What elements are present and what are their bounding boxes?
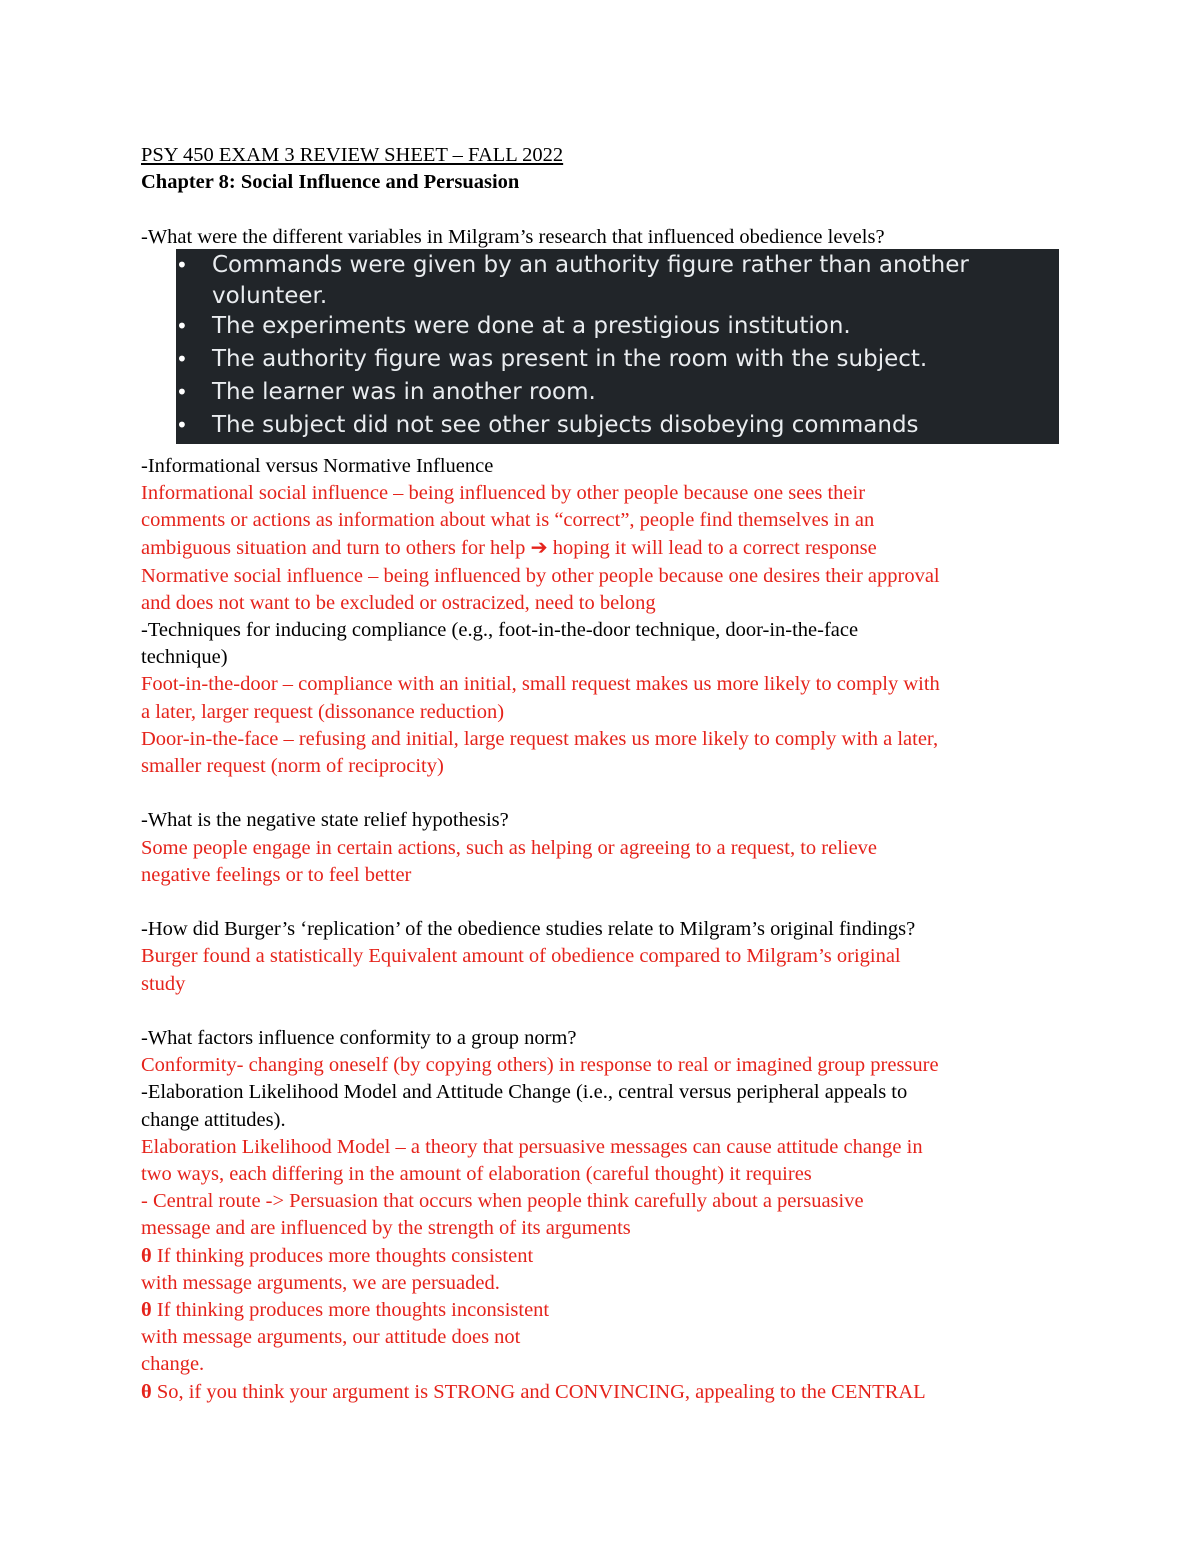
informational-definition-line: comments or actions as information about what is “correct”, people find themselves in an <box>141 509 875 532</box>
bullet-icon: • <box>176 379 188 404</box>
list-item <box>176 343 1059 376</box>
compliance-question: technique) <box>141 646 228 669</box>
bullet-text: Commands were given by an authority figure rather than another <box>212 251 969 278</box>
spacer <box>141 196 1066 223</box>
chapter-heading: Chapter 8: Social Influence and Persuasion <box>141 171 520 194</box>
text-segment: If thinking produces more thoughts consistent <box>151 1244 534 1267</box>
elm-question: change attitudes). <box>141 1108 286 1131</box>
elm-point <box>141 1297 1066 1324</box>
informational-definition-line: Informational social influence – being influenced by other people because one sees their <box>141 482 866 504</box>
negative-state-answer: negative feelings or to feel better <box>141 863 412 886</box>
compliance-question: -Techniques for inducing compliance (e.g., foot-in-the-door technique, door-in-the-face <box>141 619 859 642</box>
document-page <box>141 142 1066 1406</box>
door-in-the-face-answer: smaller request (norm of reciprocity) <box>141 755 444 778</box>
influence-question: -Informational versus Normative Influence <box>141 454 494 477</box>
normative-definition-line: and does not want to be excluded or ostracized, need to belong <box>141 591 656 614</box>
arrow-right-icon: ➔ <box>530 535 548 560</box>
text-segment: hoping it will lead to a correct response <box>547 537 877 560</box>
text-segment: ambiguous situation and turn to others for help <box>141 537 531 560</box>
list-item <box>176 409 1059 442</box>
milgram-answer-box <box>176 249 1059 444</box>
list-item <box>176 249 1059 282</box>
burger-answer: Burger found a statistically Equivalent amount of obedience compared to Milgram’s original <box>141 945 901 968</box>
foot-in-the-door-answer: a later, larger request (dissonance reduction) <box>141 700 505 723</box>
text-segment: So, if you think your argument is STRONG and CONVINCING, appealing to the CENTRAL <box>151 1380 926 1403</box>
foot-in-the-door-answer: Foot-in-the-door – compliance with an initial, small request makes us more likely to comply with <box>141 673 940 696</box>
text-segment: If thinking produces more thoughts inconsistent <box>151 1299 550 1322</box>
elm-question: -Elaboration Likelihood Model and Attitude Change (i.e., central versus peripheral appeals to <box>141 1081 908 1104</box>
elm-definition: two ways, each differing in the amount of elaboration (careful thought) it requires <box>141 1163 812 1186</box>
bullet-icon: • <box>176 412 188 437</box>
negative-state-answer: Some people engage in certain actions, such as helping or agreeing to a request, to relieve <box>141 836 878 859</box>
bullet-icon: • <box>176 313 188 338</box>
elm-point <box>141 1243 1066 1270</box>
theta-bullet-icon: θ <box>141 1380 152 1403</box>
list-item <box>176 310 1059 343</box>
elm-point-continued: with message arguments, our attitude does not <box>141 1326 521 1349</box>
negative-state-question: -What is the negative state relief hypothesis? <box>141 809 509 832</box>
bullet-icon: • <box>176 346 188 371</box>
bullet-text: The authority figure was present in the room with the subject. <box>212 345 928 372</box>
theta-bullet-icon: θ <box>141 1299 152 1322</box>
document-title: PSY 450 EXAM 3 REVIEW SHEET – FALL 2022 <box>141 144 564 166</box>
central-route-definition: message and are influenced by the strength of its arguments <box>141 1217 631 1240</box>
informational-definition-line <box>141 534 1066 562</box>
spacer <box>141 780 1066 807</box>
theta-bullet-icon: θ <box>141 1244 152 1267</box>
elm-definition: Elaboration Likelihood Model – a theory that persuasive messages can cause attitude change in <box>141 1135 923 1158</box>
burger-answer: study <box>141 972 186 995</box>
door-in-the-face-answer: Door-in-the-face – refusing and initial, large request makes us more likely to comply with a later, <box>141 727 939 750</box>
burger-question: -How did Burger’s ‘replication’ of the obedience studies relate to Milgram’s original findings? <box>141 918 916 941</box>
spacer <box>141 889 1066 916</box>
milgram-question: -What were the different variables in Milgram’s research that influenced obedience levels? <box>141 225 885 248</box>
conformity-question: -What factors influence conformity to a group norm? <box>141 1027 577 1050</box>
list-item <box>176 376 1059 409</box>
spacer <box>141 998 1066 1025</box>
elm-point <box>141 1379 1066 1406</box>
bullet-text: The learner was in another room. <box>212 378 596 405</box>
central-route-definition: - Central route -> Persuasion that occurs when people think carefully about a persuasive <box>141 1190 864 1213</box>
bullet-text: The experiments were done at a prestigious institution. <box>212 312 851 339</box>
normative-definition-line: Normative social influence – being influenced by other people because one desires their approval <box>141 564 940 587</box>
elm-point-continued: with message arguments, we are persuaded. <box>141 1271 500 1294</box>
bullet-text: The subject did not see other subjects disobeying commands <box>212 411 919 438</box>
elm-point-continued: change. <box>141 1353 205 1376</box>
bullet-icon: • <box>176 252 188 277</box>
spacer <box>141 444 1066 453</box>
conformity-answer: Conformity- changing oneself (by copying others) in response to real or imagined group pressure <box>141 1054 939 1077</box>
bullet-text-continued: volunteer. <box>212 282 328 309</box>
